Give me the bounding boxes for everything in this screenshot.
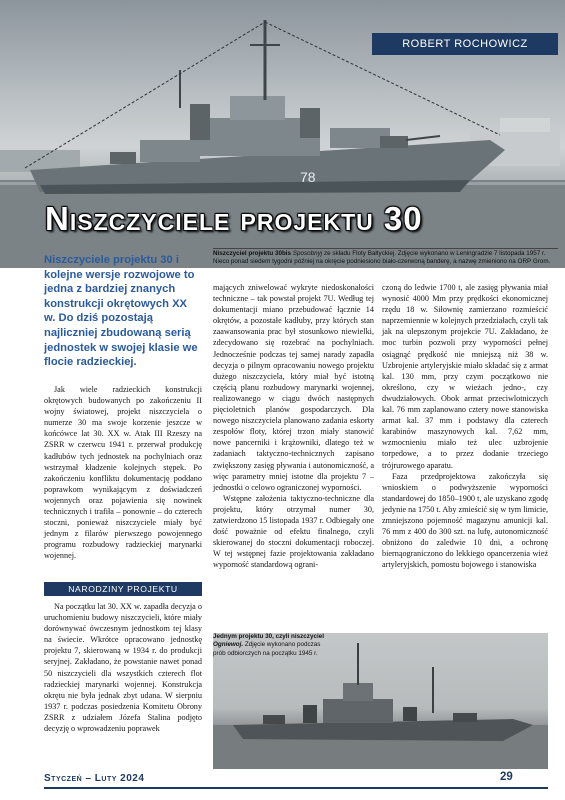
- article-lead: Niszczyciele projektu 30 i kolejne wersje rozwojowe to jedna z bardziej znanych konstrukcji okrętowych XX w. Do dziś pozostają najliczniej zbudowaną serią jednostek w swojej klasie we flocie radzieckiej.: [44, 254, 198, 369]
- paragraph: Jak wiele radzieckich konstrukcji okrętowych budowanych po zakończeniu II wojny światowej, projekt niszczyciela o numerze 30 ma swoje korzenie jeszcze w końcówce lat 30. XX w. Atak III Rzeszy na ZSRR w czerwcu 1941 r. przerwał produkcję kadłubów tych jednostek na pochylniach oraz wstrzymał kładzenie kolejnych stępek. Po zakończeniu konfliktu dokumentację poddano poprawkom wynikającym z doświadczeń wojennych oraz pojawienia się nowinek technicznych i trafiła – ponownie – do czterech stoczni, ponieważ niszczyciele miały być jednym z filarów pierwszego powojennego programu rozbudowy radzieckiej marynarki wojennej.: [44, 385, 202, 561]
- column-3: [382, 282, 548, 570]
- page-number: 29: [500, 771, 513, 783]
- paragraph: Na początku lat 30. XX w. zapadła decyzja o uruchomieniu budowy niszczycieli, które miały dorównywać ówczesnym jednostkom tej klasy na świecie. Wkrótce opracowano jednostkę projektu 7, skierowaną w 1934 r. do produkcji seryjnej. Zakładano, że powstanie nawet ponad 50 niszczycieli dla wszystkich czterech flot radzieckiej marynarki wojennej. Konstrukcja okrętu nie była jednak zbyt udana. W sierpniu 1937 r. podczas posiedzenia Komitetu Obrony ZSRR z udziałem Józefa Stalina podjęto decyzję o wprowadzeniu poprawek: [44, 602, 202, 734]
- caption-text: Zdjęcie wykonano podczas prób odbiorczych na początku 1945 r.: [213, 641, 321, 657]
- caption-text: ze składu Floty Bałtyckiej. Zdjęcie wykonano w Leningradzie 7 listopada 1957 r. Nieco ponad siedem tygodni później na okręcie podniesiono biało-czerwoną banderę, a nazwę zmieniono na ORP Grom.: [213, 250, 551, 266]
- hull-number: 78: [300, 169, 316, 185]
- caption-ship-name: Sposobnyj: [292, 250, 323, 257]
- paragraph: Wstępne założenia taktyczno-techniczne dla projektu, który otrzymał numer 30, zatwierdzono 15 listopada 1937 r. Odbiegały one dość poważnie od efektu finalnego, czyli skierowanej do stoczni dokumentacji roboczej. W tej wstępnej fazie projektowania zakładano wyporność standardową ograni-: [213, 493, 374, 570]
- paragraph: mających zniwelować wykryte niedoskonałości techniczne – tak powstał projekt 7U. Według tej dokumentacji miano przebudować łącznie 14 okrętów, a pozostałe kadłuby, przy których stan zaawansowania prac był stosunkowo niewielki, zdecydowano się rozebrać na pochylniach. Jednocześnie podczas tej samej narady zapadła decyzja o pilnym opracowaniu nowego projektu dużego niszczyciela, który miał być istotną częścią planu rozbudowy marynarki wojennej, realizowanego w ciągu dwóch następnych pięcioletnich planów gospodarczych. Dla nowego niszczyciela planowano zadania eskorty zespołów floty, której trzon miały stanowić nowe pancerniki i krążowniki, dlatego też w zadaniach taktyczno-technicznych zapisano zwiększony zasięg pływania i autonomiczność, a więc parametry mniej istotne dla projektu 7 – jednostki o celowo ograniczonej wyporności.: [213, 283, 374, 492]
- issue-date: Styczeń – Luty 2024: [44, 773, 145, 784]
- caption-ship-name: Ogniewoj.: [213, 641, 244, 649]
- caption-label: Jednym projektu 30, czyli niszczyciel: [213, 633, 324, 640]
- paragraph: czoną do ledwie 1700 t, ale zasięg pływania miał wynosić 4000 Mm przy prędkości ekonomicznej rzędu 18 w. Siłownię zamierzano rozmieścić naprzemiennie w kolejnych przedziałach, czyli tak jak na ulepszonym projekcie 7U. Zakładano, że moc turbin pozwoli przy wyporności pełnej osiągnąć prędkość nie mniejszą niż 38 w. Uzbrojenie artyleryjskie miało składać się z armat kal. 130 mm, przy czym początkowo nie określono, czy w wieżach jedno-, czy dwudziałowych. Obok armat przeciwlotniczych kal. 76 mm zaplanowano cztery nowe stanowiska armat kal. 37 mm i podstawy dla czterech karabinów maszynowych kal. 7,62 mm, wzmocnieniu miało też ulec uzbrojenie torpedowe, a to przez dodanie trzeciego trójrurowego aparatu.: [382, 283, 548, 470]
- article-title: Niszczyciele projektu 30: [45, 200, 423, 237]
- photo-caption-top: [213, 248, 558, 267]
- photo-caption-bottom: [213, 633, 333, 658]
- column-1: [44, 384, 202, 562]
- author-byline: ROBERT ROCHOWICZ: [372, 33, 558, 55]
- paragraph: Faza przedprojektowa zakończyła się wnioskiem o podwyższenie wyporności standardowej do 1850–1900 t, ale uzyskano zgodę jedynie na 1750 t. Aby zmieścić się w tym limicie, zmniejszono pojemność magazynu amunicji kal. 76 mm z 400 do 300 szt. na lufę, autonomiczność obniżono do zaledwie 10 dni, a ochronę biernąograniczono do lekkiego opancerzenia wież artyleryjskich, pomostu bojowego i stanowiska: [382, 471, 548, 570]
- caption-label: Niszczyciel projektu 30bis: [213, 250, 292, 257]
- section-heading: NARODZINY PROJEKTU: [44, 582, 202, 596]
- column-1-continued: [44, 601, 202, 734]
- footer-rule: [44, 787, 548, 789]
- column-2: [213, 282, 374, 570]
